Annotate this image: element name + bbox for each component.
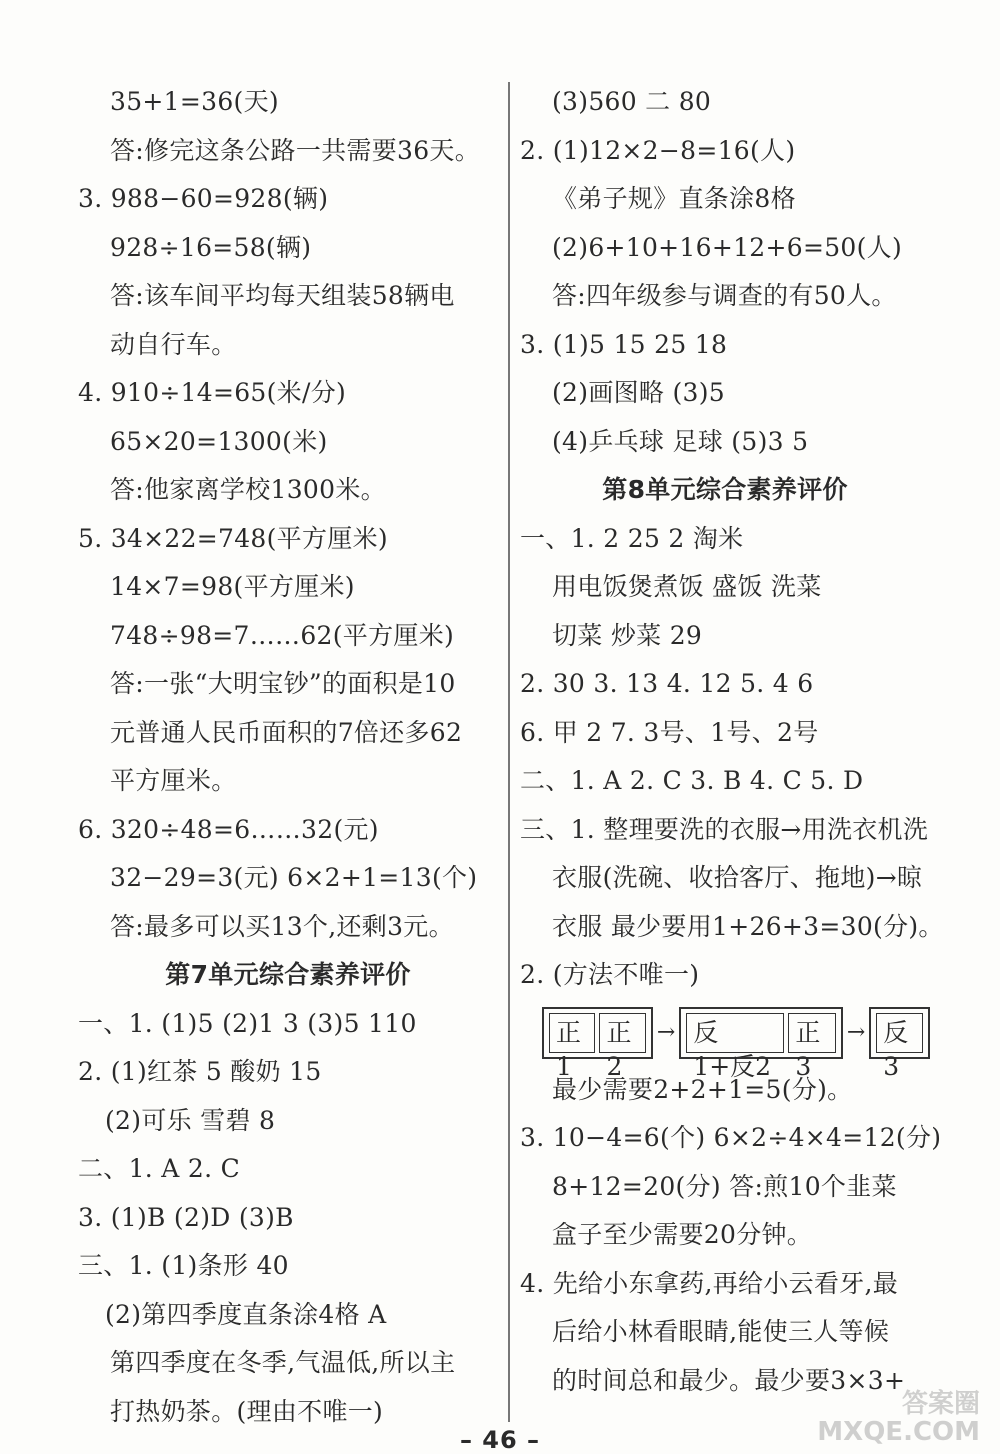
column-divider xyxy=(508,82,510,1422)
right-column-top xyxy=(520,78,944,1000)
arrow-right-icon: → xyxy=(656,1020,676,1045)
answer-line: 6. 320÷48=6……32(元) xyxy=(78,814,379,844)
pancake-flow-diagram xyxy=(520,1000,930,1081)
answer-line: 二、1. A 2. C xyxy=(78,1154,241,1183)
answer-line: 切菜 炒菜 29 xyxy=(552,620,703,650)
page-number: – 46 – xyxy=(459,1426,541,1454)
answer-line: 5. 34×22=748(平方厘米) xyxy=(78,523,388,553)
answer-line: 3. 988−60=928(辆) xyxy=(78,184,329,213)
answer-line: 衣服(洗碗、收拾客厅、拖地)→晾 xyxy=(552,863,923,892)
answer-line: (3)560 二 80 xyxy=(552,87,712,116)
answer-line: 的时间总和最少。最少要3×3+ xyxy=(552,1365,906,1395)
answer-line: 一、1. 2 25 2 淘米 xyxy=(520,523,744,553)
answer-line: 一、1. (1)5 (2)1 3 (3)5 110 xyxy=(78,1008,417,1038)
answer-line: 《弟子规》直条涂8格 xyxy=(552,184,796,213)
section-heading: 第7单元综合素养评价 xyxy=(165,960,411,989)
answer-line: 6. 甲 2 7. 3号、1号、2号 xyxy=(520,717,819,747)
answer-line: 4. 910÷14=65(米/分) xyxy=(78,378,347,407)
answer-line: (2)第四季度直条涂4格 A xyxy=(105,1299,387,1329)
flow-cell: 正2 xyxy=(599,1013,645,1053)
answer-line: 8+12=20(分) 答:煎10个韭菜 xyxy=(552,1171,897,1201)
arrow-right-icon: → xyxy=(846,1020,866,1045)
answer-line: 三、1. (1)条形 40 xyxy=(78,1251,289,1280)
answer-line: (4)乒乓球 足球 (5)3 5 xyxy=(552,426,809,456)
answer-line: (2)6+10+16+12+6=50(人) xyxy=(552,232,903,262)
answer-line: 2. 30 3. 13 4. 12 5. 4 6 xyxy=(520,669,814,698)
answer-line: (2)画图略 (3)5 xyxy=(552,378,725,407)
answer-line: 最少需要2+2+1=5(分)。 xyxy=(552,1074,853,1104)
answer-line: 928÷16=58(辆) xyxy=(110,232,312,262)
answer-line: 65×20=1300(米) xyxy=(110,426,328,456)
answer-line: 第四季度在冬季,气温低,所以主 xyxy=(110,1348,456,1377)
answer-line: 32−29=3(元) 6×2+1=13(个) xyxy=(110,863,478,892)
answer-line: 14×7=98(平方厘米) xyxy=(110,572,355,601)
answer-line: 三、1. 整理要洗的衣服→用洗衣机洗 xyxy=(520,814,929,844)
answer-line: 平方厘米。 xyxy=(110,766,237,795)
answer-line: 35+1=36(天) xyxy=(110,87,279,116)
answer-line: 2. (1)12×2−8=16(人) xyxy=(520,135,796,165)
answer-line: 748÷98=7……62(平方厘米) xyxy=(110,620,455,650)
answer-line: 用电饭煲煮饭 盛饭 洗菜 xyxy=(552,572,822,601)
answer-line: 衣服 最少要用1+26+3=30(分)。 xyxy=(552,911,944,941)
answer-line: 答:一张“大明宝钞”的面积是10 xyxy=(110,669,456,698)
answer-line: 后给小林看眼睛,能使三人等候 xyxy=(552,1317,890,1346)
left-column xyxy=(78,78,498,1436)
flow-cell: 正1 xyxy=(549,1013,595,1053)
answer-line: 答:最多可以买13个,还剩3元。 xyxy=(110,911,454,941)
flow-box-2 xyxy=(679,1007,843,1081)
answer-line: 答:他家离学校1300米。 xyxy=(110,475,386,504)
flow-cell: 反3 xyxy=(876,1013,923,1053)
answer-line: 答:四年级参与调查的有50人。 xyxy=(552,281,897,310)
flow-cell: 正3 xyxy=(788,1013,835,1053)
answer-line: 元普通人民币面积的7倍还多62 xyxy=(110,717,463,747)
watermark-logo: 答案圈 MXQE.COM xyxy=(817,1389,980,1447)
answer-line: 二、1. A 2. C 3. B 4. C 5. D xyxy=(520,766,864,795)
right-column xyxy=(520,78,944,1405)
flow-box-3 xyxy=(869,1007,930,1081)
answer-line: 2. (1)红茶 5 酸奶 15 xyxy=(78,1057,322,1086)
flow-box-1 xyxy=(542,1007,653,1081)
answer-line: 3. 10−4=6(个) 6×2÷4×4=12(分) xyxy=(520,1123,942,1152)
section-heading: 第8单元综合素养评价 xyxy=(602,475,848,504)
right-column-bottom xyxy=(520,1066,942,1406)
answer-line: 4. 先给小东拿药,再给小云看牙,最 xyxy=(520,1268,899,1298)
answer-line: 盒子至少需要20分钟。 xyxy=(552,1220,813,1249)
flow-cell: 反1+反2 xyxy=(686,1013,784,1053)
answer-line: 打热奶茶。(理由不唯一) xyxy=(110,1396,384,1426)
answer-line: (2)可乐 雪碧 8 xyxy=(105,1105,276,1135)
answer-line: 3. (1)B (2)D (3)B xyxy=(78,1202,294,1232)
answer-line: 答:修完这条公路一共需要36天。 xyxy=(110,135,481,165)
answer-line: 3. (1)5 15 25 18 xyxy=(520,329,728,359)
answer-line: 2. (方法不唯一) xyxy=(520,960,700,989)
answer-line: 答:该车间平均每天组装58辆电 xyxy=(110,281,455,310)
answer-line: 动自行车。 xyxy=(110,329,237,359)
